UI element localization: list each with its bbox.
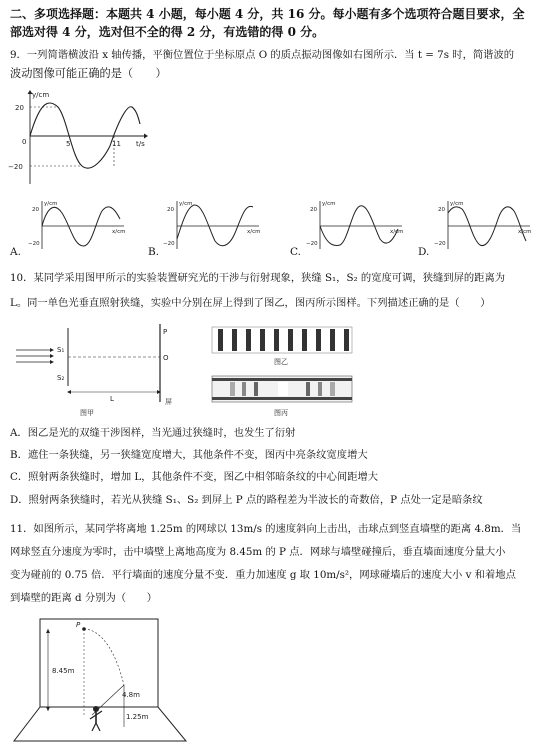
q9-a-ylabel: y/cm: [44, 201, 58, 207]
q9-option-a-label[interactable]: A.: [10, 246, 21, 258]
q9-c-xlabel: x/cm: [390, 229, 404, 235]
q11-figure: [10, 615, 190, 743]
q9-option-d-label[interactable]: D.: [418, 246, 430, 258]
q10-option-b[interactable]: B．遮住一条狭缝，另一狭缝宽度增大，其他条件不变，图丙中亮条纹宽度增大: [10, 449, 368, 461]
q9-main-ylabel: y/cm: [32, 91, 50, 99]
q9-c-ypos: 20: [310, 207, 317, 213]
q9-b-ypos: 20: [167, 207, 174, 213]
q9-d-xlabel: x/cm: [518, 229, 532, 235]
q10-yi-caption: 图乙: [274, 358, 288, 366]
q9-a-xlabel: x/cm: [112, 229, 126, 235]
q9-option-c-graph: [308, 199, 408, 251]
q9-d-ylabel: y/cm: [450, 201, 464, 207]
q9-a-ypos: 20: [32, 207, 39, 213]
q11-fig-hit-height: 1.25m: [126, 713, 149, 721]
q9-option-d-graph: [436, 199, 536, 251]
q9-a-yneg: −20: [28, 241, 40, 247]
q9-d-ypos: 20: [438, 207, 445, 213]
q9-main-xlabel: t/s: [136, 140, 145, 148]
q9-b-xlabel: x/cm: [247, 229, 261, 235]
q10-fig-yi: [212, 327, 352, 367]
q10-fig-jia: [10, 322, 200, 417]
q11-fig-height: 8.45m: [52, 667, 75, 675]
q11-stem-line-4: 到墙壁的距离 d 分别为（ ）: [10, 592, 157, 604]
q10-jia-o: O: [163, 354, 169, 362]
section-header-line-2: 部选对得 4 分，选对但不全的得 2 分，有选错的得 0 分。: [10, 25, 325, 39]
q10-stem-line-2: L。同一单色光垂直照射狭缝，实验中分别在屏上得到了图乙，图丙所示图样。下列描述正确的是（ ）: [10, 297, 491, 309]
q9-option-b-graph: [165, 199, 265, 251]
q10-jia-s1: S₁: [57, 346, 65, 354]
q11-fig-p: P: [76, 621, 81, 629]
q9-stem-line-1: 9．一列简谐横波沿 x 轴传播，平衡位置位于坐标原点 O 的质点振动图像如右图所示．当 t = 7s 时，简谐波的: [10, 49, 515, 61]
q9-d-yneg: −20: [434, 241, 446, 247]
q9-main-yneg: −20: [8, 163, 23, 171]
q11-stem-line-2: 网球竖直分速度为零时，击中墙壁上离地高度为 8.45m 的 P 点．网球与墙壁碰撞后，垂直墙面速度分量大小: [10, 546, 506, 558]
q9-main-origin: 0: [22, 138, 27, 146]
q9-stem-line-2: 波动图像可能正确的是（ ）: [10, 67, 167, 80]
q9-main-xtick-1: 5: [66, 140, 71, 148]
q10-fig-bing: [212, 376, 352, 418]
q9-main-ypos: 20: [15, 104, 24, 112]
q9-option-b-label[interactable]: B.: [148, 246, 160, 258]
q11-stem-line-1: 11．如图所示，某同学将离地 1.25m 的网球以 13m/s 的速度斜向上击出，击球点到竖直墙壁的距离 4.8m．当: [10, 523, 522, 535]
q9-b-ylabel: y/cm: [179, 201, 193, 207]
q10-stem-line-1: 10．某同学采用图甲所示的实验装置研究光的干涉与衍射现象，狭缝 S₁，S₂ 的宽度可调，狭缝到屏的距离为: [10, 272, 506, 284]
q11-stem-line-3: 变为碰前的 0.75 倍．平行墙面的速度分量不变．重力加速度 g 取 10m/s²，网球碰墙后的速度大小 v 和着地点: [10, 569, 516, 581]
q9-option-c-label[interactable]: C.: [290, 246, 301, 258]
q10-jia-screen: 屏: [165, 398, 172, 406]
q9-vibration-graph: [8, 88, 152, 188]
q9-option-a-graph: [30, 199, 130, 251]
q10-option-d[interactable]: D．照射两条狭缝时，若光从狭缝 S₁、S₂ 到屏上 P 点的路程差为半波长的奇数倍，P 点处一定是暗条纹: [10, 494, 483, 506]
q9-main-xtick-2: 11: [112, 140, 121, 148]
q9-b-yneg: −20: [163, 241, 175, 247]
q10-jia-l: L: [110, 395, 114, 403]
q10-option-a[interactable]: A．图乙是光的双缝干涉图样，当光通过狭缝时，也发生了衍射: [10, 427, 296, 439]
q10-bing-caption: 图丙: [274, 409, 288, 417]
q10-jia-s2: S₂: [57, 374, 65, 382]
q9-c-yneg: −20: [306, 241, 318, 247]
section-header-line-1: 二、多项选择题：本题共 4 小题，每小题 4 分，共 16 分。每小题有多个选项符合题目要求，全: [10, 7, 525, 21]
q10-jia-p: P: [163, 328, 168, 336]
q9-c-ylabel: y/cm: [322, 201, 336, 207]
q11-fig-dist: 4.8m: [122, 691, 140, 699]
q10-jia-caption: 图甲: [80, 409, 94, 417]
q10-option-c[interactable]: C．照射两条狭缝时，增加 L，其他条件不变，图乙中相邻暗条纹的中心间距增大: [10, 471, 379, 483]
